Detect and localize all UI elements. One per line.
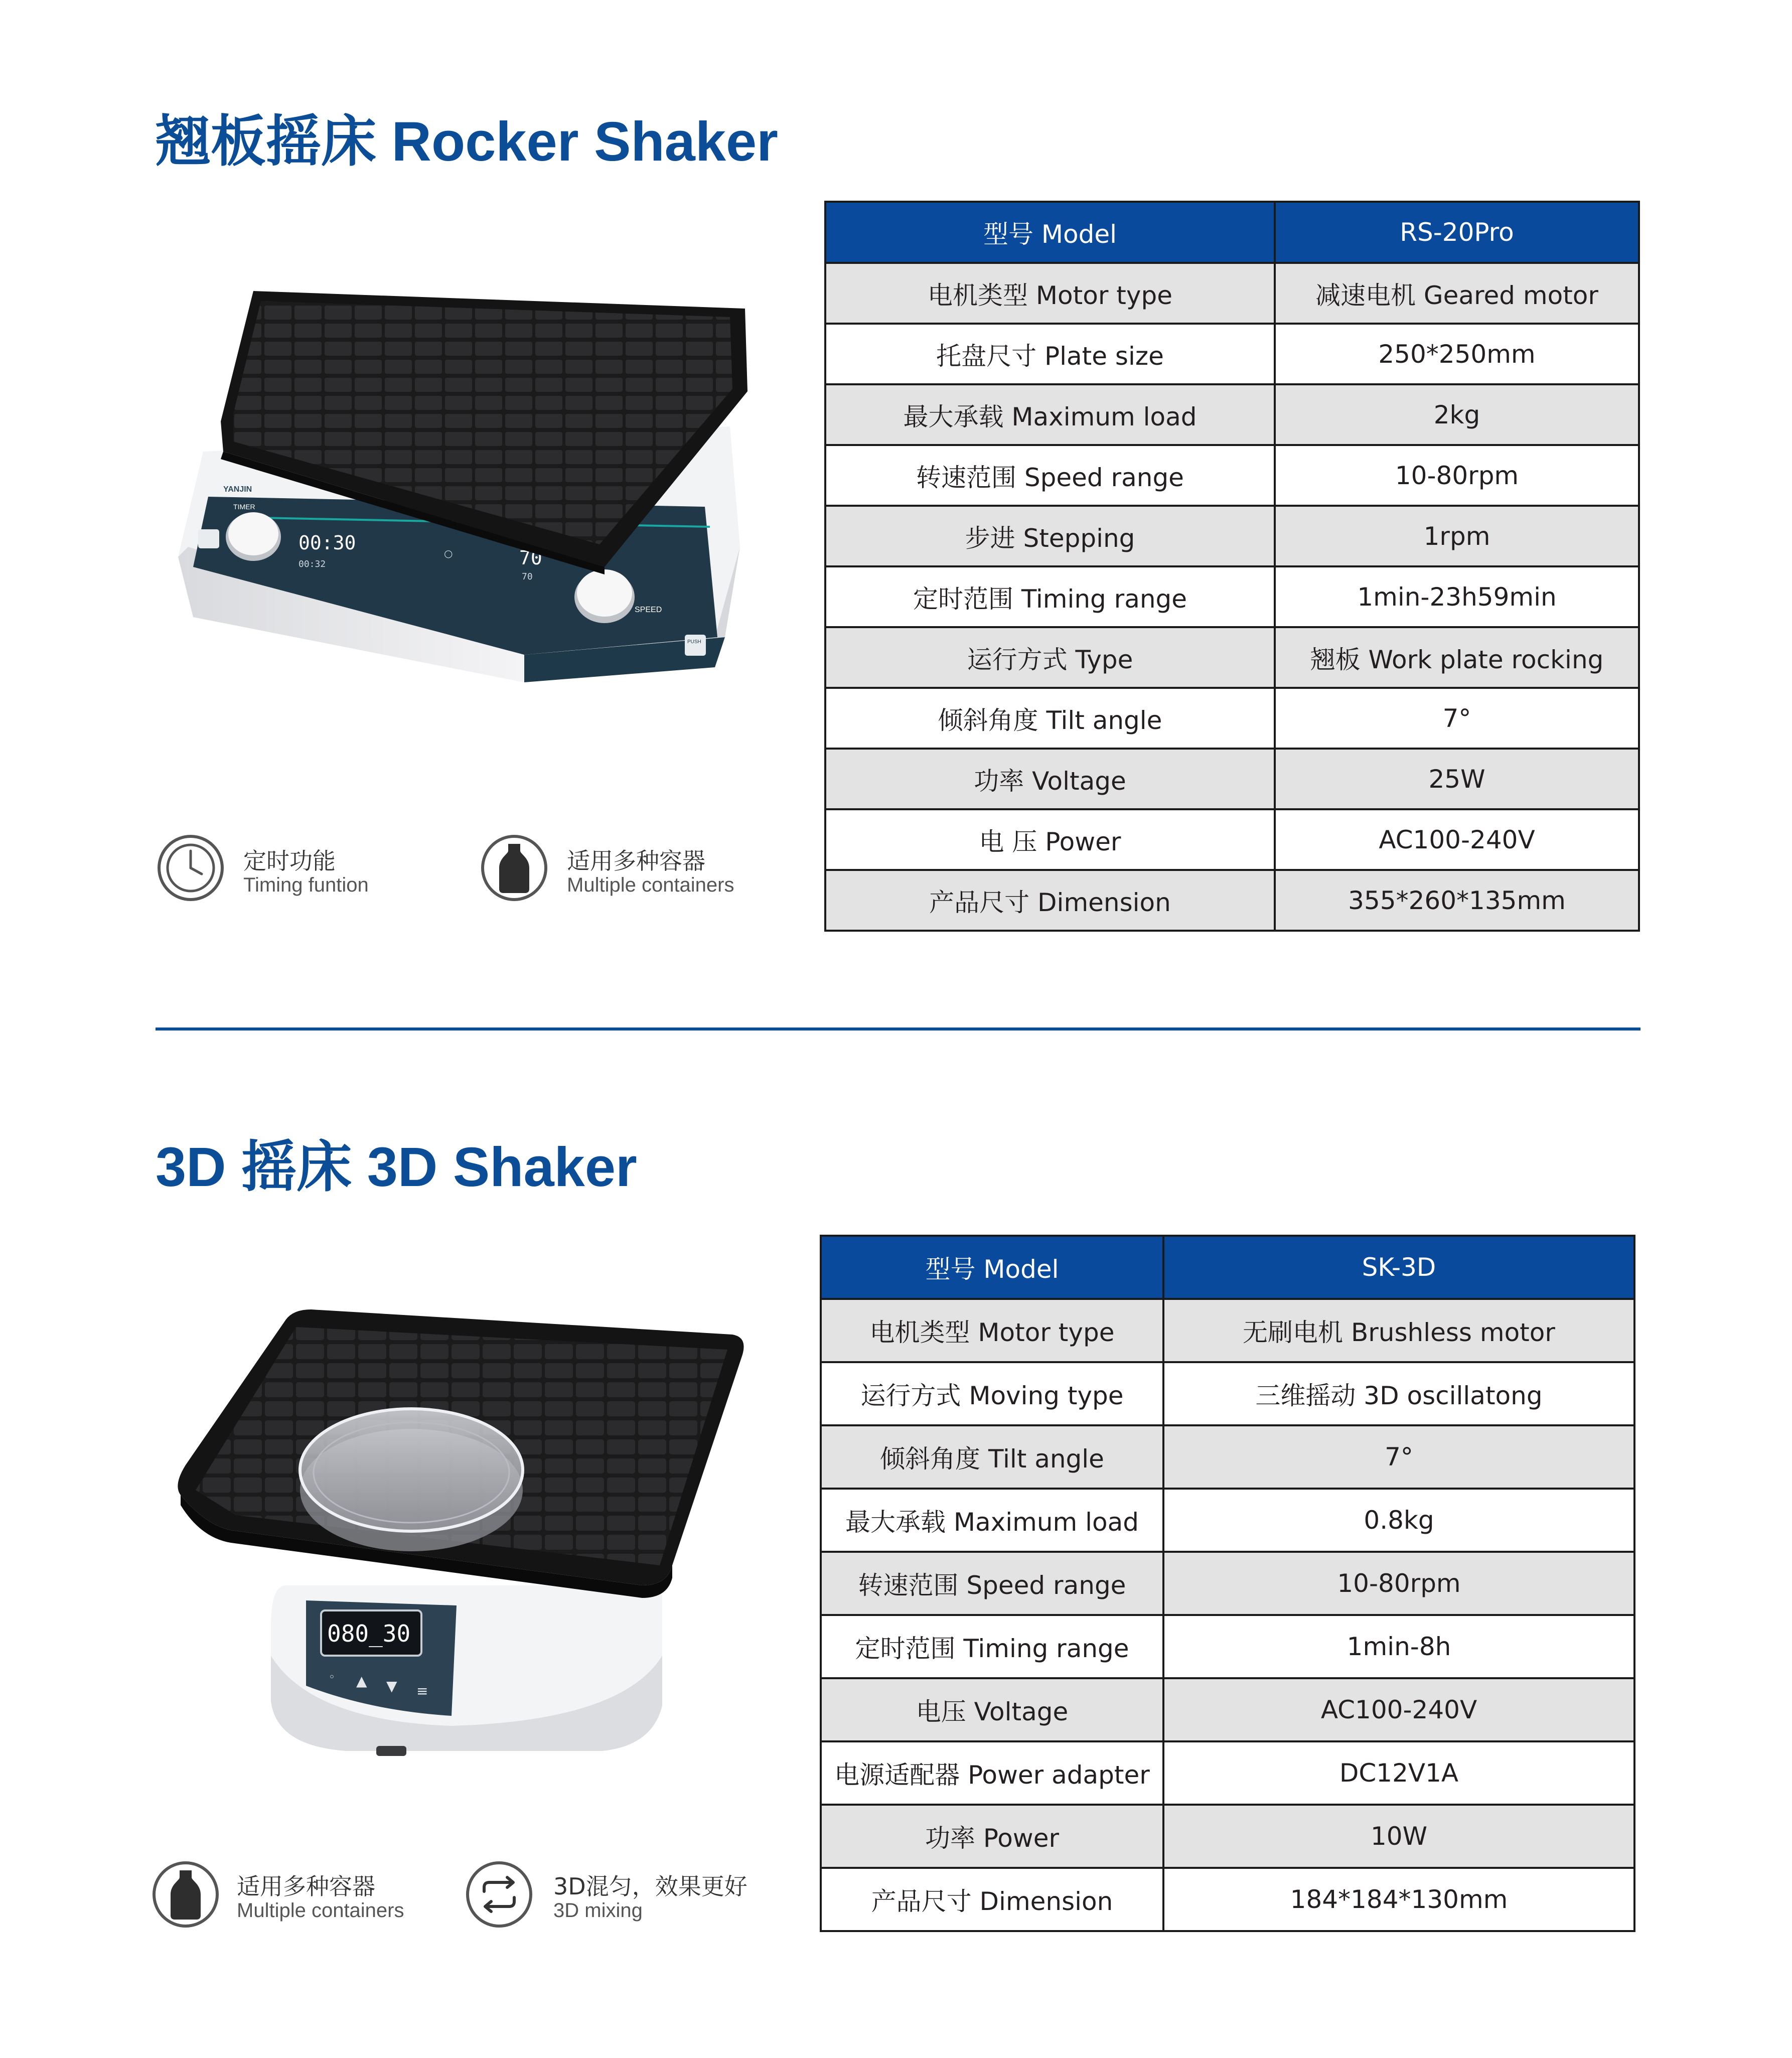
spec-value: 1rpm bbox=[1275, 506, 1639, 566]
feature-en-text: Timing funtion bbox=[243, 874, 369, 896]
spec-value: 355*260*135mm bbox=[1275, 870, 1639, 931]
rocker-speed-set-readout: 70 bbox=[522, 571, 533, 582]
spec-label: 倾斜角度 Tilt angle bbox=[821, 1425, 1163, 1489]
3d-feature-containers bbox=[151, 1859, 431, 1930]
spec-value: 10-80rpm bbox=[1275, 445, 1639, 506]
spec-row bbox=[825, 384, 1639, 445]
mixing-arrows-icon bbox=[464, 1859, 534, 1930]
shaker3d-section-title: 3D 摇床 3D Shaker bbox=[156, 1136, 637, 1198]
feature-cn-text: 适用多种容器 bbox=[237, 1873, 375, 1900]
spec-label: 功率 Voltage bbox=[825, 749, 1275, 809]
spec-header-row bbox=[825, 202, 1639, 263]
3d-shaker-spec-table bbox=[820, 1235, 1635, 1932]
petri-dish bbox=[300, 1409, 523, 1551]
spec-row bbox=[825, 809, 1639, 870]
spec-row bbox=[821, 1362, 1634, 1425]
spec-row bbox=[825, 688, 1639, 749]
rocker-feature-timing bbox=[156, 833, 406, 903]
spec-value: 10W bbox=[1163, 1805, 1634, 1868]
spec-row bbox=[825, 566, 1639, 627]
feature-cn-text: 3D混匀，效果更好 bbox=[553, 1873, 748, 1900]
spec-value: 184*184*130mm bbox=[1163, 1868, 1634, 1931]
spec-label: 转速范围 Speed range bbox=[821, 1552, 1163, 1615]
section-divider bbox=[156, 1027, 1640, 1031]
clock-icon bbox=[156, 833, 226, 903]
spec-label: 运行方式 Type bbox=[825, 627, 1275, 688]
power-button[interactable] bbox=[329, 1671, 335, 1684]
spec-label: 转速范围 Speed range bbox=[825, 445, 1275, 506]
spec-value: 1min-8h bbox=[1163, 1615, 1634, 1678]
spec-value: 翘板 Work plate rocking bbox=[1275, 627, 1639, 688]
spec-row bbox=[821, 1678, 1634, 1741]
3d-shaker-readout: 080_30 bbox=[327, 1620, 411, 1647]
spec-label: 功率 Power bbox=[821, 1805, 1163, 1868]
spec-label: 电机类型 Motor type bbox=[821, 1299, 1163, 1362]
spec-header-label: 型号 Model bbox=[825, 202, 1275, 263]
rocker-section-title: 翘板摇床 Rocker Shaker bbox=[156, 111, 778, 173]
rocker-timer-readout: 00:30 bbox=[298, 532, 356, 554]
feature-en-text: 3D mixing bbox=[553, 1899, 643, 1922]
svg-text:◦: ◦ bbox=[329, 1671, 335, 1684]
spec-value: 250*250mm bbox=[1275, 324, 1639, 384]
spec-row bbox=[821, 1552, 1634, 1615]
feature-cn-text: 定时功能 bbox=[243, 847, 336, 874]
spec-label: 托盘尺寸 Plate size bbox=[825, 324, 1275, 384]
spec-value: 减速电机 Geared motor bbox=[1275, 263, 1639, 324]
spec-label: 运行方式 Moving type bbox=[821, 1362, 1163, 1425]
spec-label: 最大承载 Maximum load bbox=[825, 384, 1275, 445]
spec-label: 电机类型 Motor type bbox=[825, 263, 1275, 324]
spec-header-model: SK-3D bbox=[1163, 1236, 1634, 1299]
rocker-timer-label: TIMER bbox=[233, 503, 255, 511]
spec-value: 7° bbox=[1163, 1425, 1634, 1489]
spec-value: 10-80rpm bbox=[1163, 1552, 1634, 1615]
spec-row bbox=[825, 870, 1639, 931]
spec-row bbox=[821, 1805, 1634, 1868]
spec-row bbox=[821, 1299, 1634, 1362]
spec-label: 步进 Stepping bbox=[825, 506, 1275, 566]
spec-value: 1min-23h59min bbox=[1275, 566, 1639, 627]
bottle-icon bbox=[479, 833, 549, 903]
spec-value: AC100-240V bbox=[1163, 1678, 1634, 1741]
speed-push-label: PUSH bbox=[687, 639, 701, 645]
spec-header-model: RS-20Pro bbox=[1275, 202, 1639, 263]
spec-row bbox=[825, 749, 1639, 809]
rocker-brand-label: YANJIN bbox=[223, 485, 252, 494]
spec-row bbox=[821, 1741, 1634, 1805]
rocker-speed-label: SPEED bbox=[635, 606, 662, 614]
down-arrow-button[interactable] bbox=[386, 1678, 397, 1694]
rocker-feature-containers bbox=[479, 833, 780, 903]
spec-header-label: 型号 Model bbox=[821, 1236, 1163, 1299]
feature-en-text: Multiple containers bbox=[237, 1899, 404, 1922]
spec-row bbox=[825, 324, 1639, 384]
spec-row bbox=[825, 627, 1639, 688]
rocker-spec-table bbox=[824, 201, 1640, 932]
spec-row bbox=[825, 445, 1639, 506]
3d-feature-mixing bbox=[464, 1859, 775, 1930]
feature-cn-text: 适用多种容器 bbox=[567, 847, 705, 874]
spec-value: 7° bbox=[1275, 688, 1639, 749]
spec-row bbox=[821, 1489, 1634, 1552]
svg-text:▲: ▲ bbox=[356, 1673, 367, 1689]
spec-row bbox=[821, 1615, 1634, 1678]
spec-row bbox=[825, 263, 1639, 324]
3d-shaker-product-image bbox=[171, 1304, 763, 1771]
spec-value: 2kg bbox=[1275, 384, 1639, 445]
spec-row bbox=[821, 1425, 1634, 1489]
spec-value: 25W bbox=[1275, 749, 1639, 809]
spec-header-row bbox=[821, 1236, 1634, 1299]
feature-en-text: Multiple containers bbox=[567, 874, 734, 896]
spec-value: 无刷电机 Brushless motor bbox=[1163, 1299, 1634, 1362]
speed-push-button[interactable] bbox=[685, 635, 706, 656]
spec-label: 电 压 Power bbox=[825, 809, 1275, 870]
bottle-icon bbox=[151, 1859, 221, 1930]
spec-label: 产品尺寸 Dimension bbox=[821, 1868, 1163, 1931]
spec-label: 产品尺寸 Dimension bbox=[825, 870, 1275, 931]
spec-row bbox=[821, 1868, 1634, 1931]
timer-push-button[interactable] bbox=[198, 529, 219, 548]
spec-label: 倾斜角度 Tilt angle bbox=[825, 688, 1275, 749]
spec-label: 定时范围 Timing range bbox=[825, 566, 1275, 627]
spec-label: 定时范围 Timing range bbox=[821, 1615, 1163, 1678]
menu-button[interactable] bbox=[416, 1683, 428, 1699]
up-arrow-button[interactable] bbox=[356, 1673, 367, 1689]
svg-text:≡: ≡ bbox=[416, 1683, 428, 1699]
spec-row bbox=[825, 506, 1639, 566]
spec-value: 三维摇动 3D oscillatong bbox=[1163, 1362, 1634, 1425]
spec-value: AC100-240V bbox=[1275, 809, 1639, 870]
spec-value: DC12V1A bbox=[1163, 1741, 1634, 1805]
rocker-timer-set-readout: 00:32 bbox=[298, 559, 326, 569]
svg-text:▼: ▼ bbox=[386, 1678, 397, 1694]
power-icon: ○ bbox=[444, 547, 453, 559]
rocker-shaker-product-image bbox=[173, 286, 760, 748]
spec-value: 0.8kg bbox=[1163, 1489, 1634, 1552]
rocker-speed-readout: 70 bbox=[519, 547, 542, 569]
spec-label: 电压 Voltage bbox=[821, 1678, 1163, 1741]
spec-label: 电源适配器 Power adapter bbox=[821, 1741, 1163, 1805]
spec-label: 最大承载 Maximum load bbox=[821, 1489, 1163, 1552]
